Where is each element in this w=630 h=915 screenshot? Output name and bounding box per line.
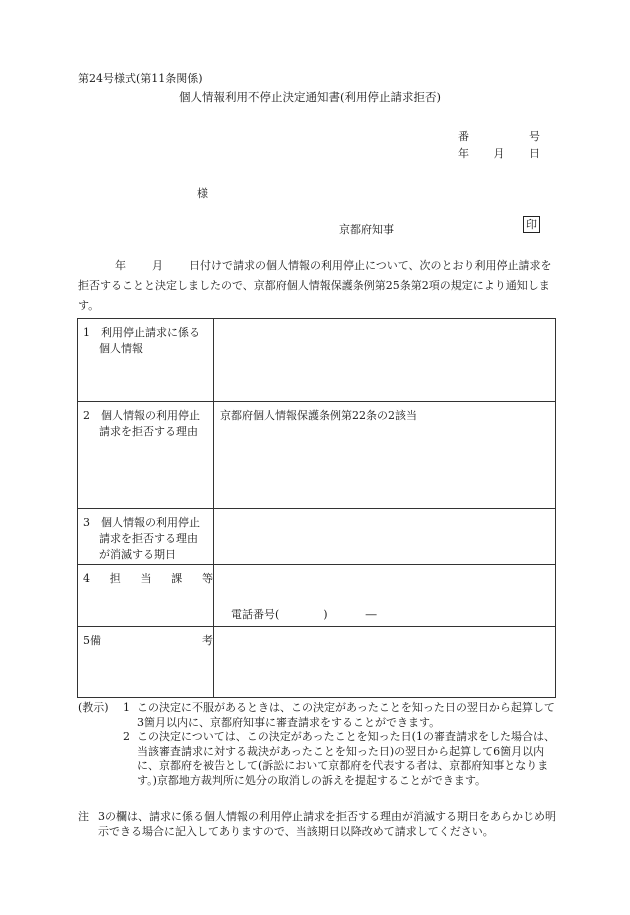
footnote <box>78 809 556 839</box>
teaching-item1-text: この決定に不服があるときは、この決定があったことを知った日の翌日から起算して3箇月以内に、京都府知事に審査請求をすることができます。 <box>137 701 555 729</box>
date-year: 年 <box>458 147 469 160</box>
notice-body <box>78 256 556 316</box>
row3-value-cell <box>214 509 556 565</box>
seal-mark: 印 <box>523 216 540 233</box>
document-title: 個人情報利用不停止決定通知書(利用停止請求拒否) <box>179 90 441 104</box>
teaching-item1-num: 1 <box>123 701 130 714</box>
row4-label-char: 担 <box>109 572 121 585</box>
row5-label <box>78 627 213 649</box>
phone-dash: ― <box>365 608 377 621</box>
addressee-honorific: 様 <box>197 187 208 200</box>
row4-value-cell <box>214 565 556 627</box>
row5-label-cell <box>78 627 214 698</box>
phone-label: 電話番号( <box>231 608 280 621</box>
row4-label-char: 等 <box>202 572 213 585</box>
table-row <box>78 627 556 698</box>
row4-label <box>78 565 213 587</box>
intro-month: 月 <box>152 259 163 272</box>
date-month: 月 <box>493 147 505 160</box>
row2-value-cell <box>214 402 556 509</box>
form-number: 第24号様式(第11条関係) <box>78 72 203 85</box>
row5-label-char: 考 <box>202 634 213 647</box>
intro-text: 日付けで請求の個人情報の利用停止について、次のとおり利用停止請求を拒否することと決定しましたので、京都府個人情報保護条例第25条第2項の規定により通知します。 <box>78 259 552 312</box>
row4-label-cell <box>78 565 214 627</box>
table-row <box>78 565 556 627</box>
row3-label: 3 個人情報の利用停止請求を拒否する理由が消滅する期日 <box>83 516 200 561</box>
row5-label-num: 5 <box>83 634 90 647</box>
document-number-line <box>458 128 540 144</box>
phone-number-line <box>231 606 377 622</box>
row4-label-char: 当 <box>140 572 152 585</box>
notice-table <box>77 318 556 698</box>
row1-value <box>214 319 555 325</box>
teaching-item <box>78 701 556 730</box>
row4-label-num: 4 <box>83 572 90 585</box>
row4-label-char: 課 <box>171 572 183 585</box>
row1-label-cell <box>78 319 214 402</box>
number-label-ban: 番 <box>458 130 469 143</box>
row2-label: 2 個人情報の利用停止請求を拒否する理由 <box>83 409 200 438</box>
table-row <box>78 402 556 509</box>
row5-value <box>214 627 555 633</box>
row3-label-cell <box>78 509 214 565</box>
footnote-text: 3の欄は、請求に係る個人情報の利用停止請求を拒否する理由が消滅する期日をあらかじめ明示できる場合に記入してありますので、当該期日以降改めて請求してください。 <box>98 810 556 838</box>
row3-value <box>214 509 555 515</box>
row5-value-cell <box>214 627 556 698</box>
table-row <box>78 319 556 402</box>
teaching-notes <box>78 701 556 788</box>
footnote-tag: 注 <box>78 810 89 823</box>
row1-label: 1 利用停止請求に係る個人情報 <box>83 326 200 355</box>
teaching-item2-num: 2 <box>123 730 130 743</box>
issue-date-line <box>458 145 540 161</box>
phone-paren-close: ) <box>323 608 328 621</box>
issuer-name: 京都府知事 <box>339 223 394 236</box>
teaching-item2-text: この決定については、この決定があったことを知った日(1の審査請求をした場合は、当該審査請求に対する裁決があったことを知った日)の翌日から起算して6箇月以内に、京都府を被告として(訴訟において京都府を代表する者は、京都府知事となります。)京都地方裁判所に処分の取消しの訴えを提起することができます。 <box>137 730 555 787</box>
row2-label-cell <box>78 402 214 509</box>
table-row <box>78 509 556 565</box>
row5-label-char: 備 <box>90 634 101 647</box>
intro-year: 年 <box>115 259 126 272</box>
teaching-tag: (教示) <box>78 701 109 714</box>
row1-value-cell <box>214 319 556 402</box>
date-day: 日 <box>529 147 540 160</box>
number-label-go: 号 <box>529 130 540 143</box>
teaching-item <box>78 730 556 788</box>
row2-value: 京都府個人情報保護条例第22条の2該当 <box>220 409 417 422</box>
